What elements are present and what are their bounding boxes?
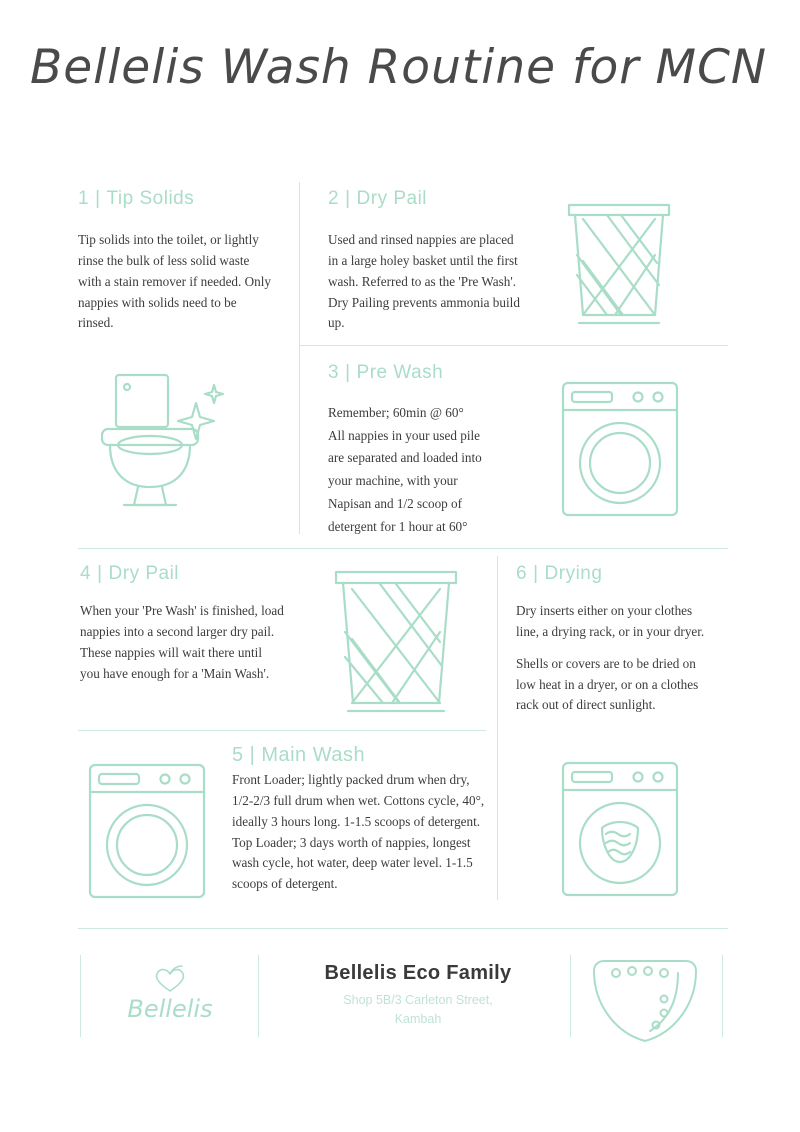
step-3-line-2: All nappies in your used pile — [328, 427, 480, 443]
step-1-separator: | — [95, 188, 101, 209]
step-3-number: 3 — [328, 362, 340, 383]
step-5-paragraph-2: Top Loader; 3 days worth of nappies, longest wash cycle, hot water, deep water level. 1-1.5 scoops of detergent. — [232, 834, 473, 892]
step-4-heading — [80, 563, 300, 585]
bellelis-logo — [100, 965, 240, 1023]
divider-vertical-2 — [497, 556, 498, 900]
washing-machine-icon-2 — [85, 760, 209, 902]
page-title: Bellelis Wash Routine for MCN — [30, 40, 768, 95]
footer-brand — [268, 962, 568, 1029]
step-4-number: 4 — [80, 563, 92, 584]
divider-vertical-1 — [299, 182, 300, 534]
step-6-text — [516, 601, 706, 716]
step-4-label: Dry Pail — [108, 563, 180, 584]
step-2-separator: | — [345, 188, 351, 209]
step-6-label: Drying — [544, 563, 603, 584]
step-5-text — [232, 770, 494, 895]
divider-vertical-footer-left — [80, 955, 81, 1037]
step-2-number: 2 — [328, 188, 340, 209]
step-3-separator: | — [345, 362, 351, 383]
laundry-basket-icon-1 — [563, 195, 675, 335]
dryer-icon — [558, 758, 682, 900]
washing-machine-icon-1 — [558, 378, 682, 520]
laundry-basket-icon-2 — [330, 562, 462, 722]
step-1-text: Tip solids into the toilet, or lightly rinse the bulk of less solid waste with a stain remover if needed. Only nappies with solids need to be rinsed. — [78, 232, 271, 331]
divider-vertical-footer-mid — [258, 955, 259, 1037]
step-3-line-3: are separated and loaded into — [328, 450, 482, 466]
footer-address-line-1: Shop 5B/3 Carleton Street, — [343, 993, 493, 1007]
divider-horizontal-footer — [78, 928, 728, 929]
step-3-label: Pre Wash — [356, 362, 444, 383]
divider-horizontal-3 — [78, 730, 486, 731]
step-4-separator: | — [97, 563, 103, 584]
step-6-separator: | — [533, 563, 539, 584]
step-5-number: 5 — [232, 744, 244, 766]
cloth-nappy-icon — [590, 955, 700, 1043]
step-5-separator: | — [249, 744, 256, 766]
footer-address-line-2: Kambah — [394, 1011, 442, 1026]
divider-vertical-footer-right — [570, 955, 571, 1037]
step-3-text — [328, 402, 528, 538]
step-6-number: 6 — [516, 563, 528, 584]
step-3-line-5: Napisan and 1/2 scoop of — [328, 495, 463, 511]
step-3-line-4: your machine, with your — [328, 473, 458, 489]
step-5-paragraph-1: Front Loader; lightly packed drum when dry, 1/2-2/3 full drum when wet. Cottons cycle, 40°, ideally 3 hours long. 1-1.5 scoops of detergent. — [232, 772, 485, 829]
step-5-heading — [232, 744, 492, 767]
step-1-label: Tip Solids — [106, 188, 195, 209]
toilet-icon — [100, 365, 225, 515]
step-6-heading — [516, 563, 736, 585]
footer-business-name: Bellelis Eco Family — [324, 962, 512, 984]
step-6-paragraph-2: Shells or covers are to be dried on low heat in a dryer, or on a clothes rack out of direct sunlight. — [516, 655, 699, 713]
step-2-label: Dry Pail — [356, 188, 428, 209]
divider-vertical-footer-far — [722, 955, 723, 1037]
step-5-label: Main Wash — [261, 744, 366, 766]
step-1-heading — [78, 188, 278, 210]
step-2-text: Used and rinsed nappies are placed in a large holey basket until the first wash. Referred to as the 'Pre Wash'. Dry Pailing prevents ammonia build up. — [328, 232, 520, 331]
divider-horizontal-2 — [78, 548, 728, 549]
step-3-heading — [328, 362, 548, 384]
step-1-number: 1 — [78, 188, 90, 209]
bellelis-logo-text: Bellelis — [127, 995, 213, 1023]
step-4-text: When your 'Pre Wash' is finished, load nappies into a second larger dry pail. These nappies will wait there until you have enough for a 'Main Wash'. — [80, 603, 284, 681]
divider-horizontal-1 — [300, 345, 728, 346]
step-2-heading — [328, 188, 548, 210]
step-3-line-6: detergent for 1 hour at 60° — [328, 518, 468, 534]
step-6-paragraph-1: Dry inserts either on your clothes line, a drying rack, or in your dryer. — [516, 603, 705, 639]
step-3-line-1: Remember; 60min @ 60° — [328, 405, 464, 420]
